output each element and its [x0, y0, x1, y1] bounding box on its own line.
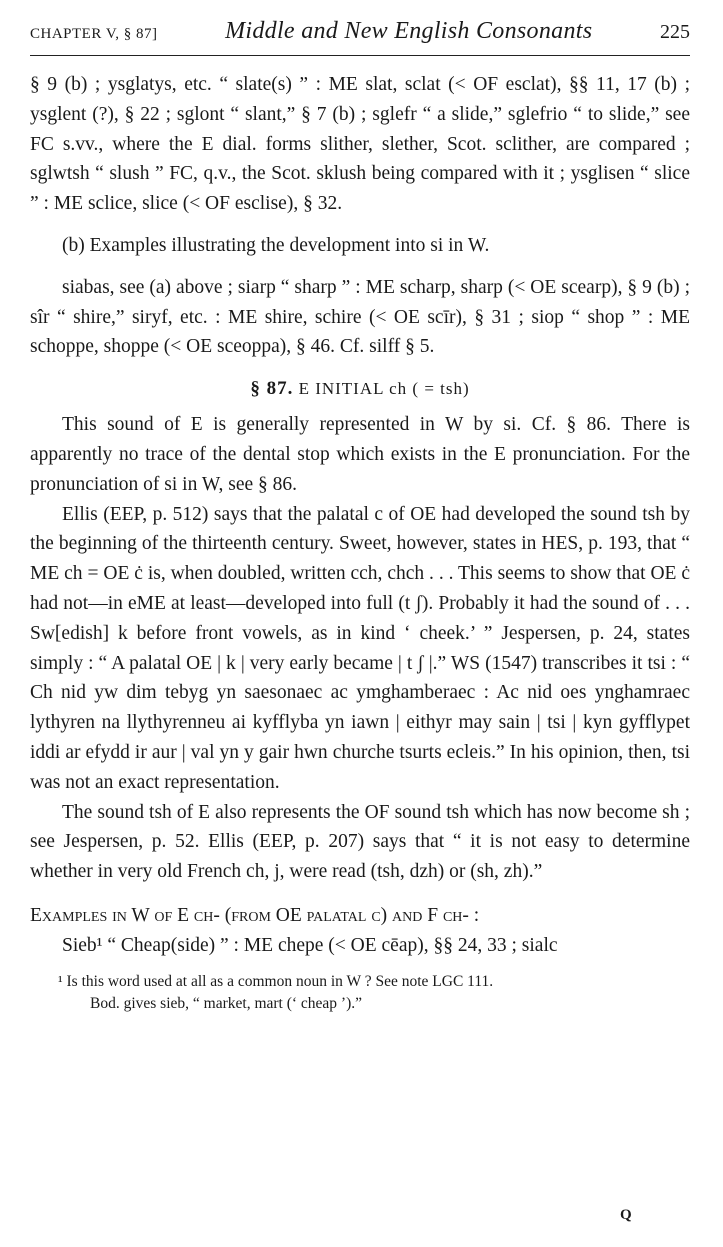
section-title: E INITIAL ch ( = tsh)	[298, 379, 470, 399]
section-heading	[30, 378, 690, 400]
paragraph-intro: This sound of E is generally represented in W by si. Cf. § 86. There is apparently no trace of the dental stop which exists in the E pronunciation. For the pronunciation of si in W, see § 86.	[30, 414, 690, 495]
section-number: § 87.	[250, 378, 294, 400]
footnote-line-1: ¹ Is this word used at all as a common noun in W ? See note LGC 111.	[58, 972, 494, 990]
book-page	[30, 18, 690, 1015]
paragraph-continuation: § 9 (b) ; ysglatys, etc. “ slate(s) ” : ME slat, sclat (< OF esclat), §§ 11, 17 (b) ; ysglent (?), § 22 ; sglont “ slant,” § 7 (b) ; sglefr “ a slide,” sglefrio “ to slide,” see FC s.vv., where the E dial. forms slither, slether, Scot. sclither, are compared ; sglwtsh “ slush ” FC, q.v., the Scot. sklush being compared with it ; ysglisen “ slice ” : ME sclice, slice (< OF esclise), § 32.	[30, 74, 690, 215]
signature-mark: Q	[620, 1207, 632, 1223]
paragraph-of-sound: The sound tsh of E also represents the OF sound tsh which has now become sh ; see Jespersen, p. 52. Ellis (EEP, p. 207) says that “ it is not easy to determine whether in very old French ch, j, were read (tsh, dzh) or (sh, zh).”	[30, 801, 690, 883]
paragraph-subsection-b: (b) Examples illustrating the development into si in W.	[62, 234, 490, 256]
chapter-reference: CHAPTER V, § 87]	[30, 26, 158, 42]
footnote-line-2: Bod. gives sieb, “ market, mart (‘ cheap ’).”	[90, 994, 363, 1012]
page-title: Middle and New English Consonants	[225, 18, 593, 44]
footnote	[30, 971, 690, 1015]
running-header	[30, 18, 690, 56]
paragraph-examples-si: siabas, see (a) above ; siarp “ sharp ” : ME scharp, sharp (< OE scearp), § 9 (b) ; sîr “ shire,” siryf, etc. : ME shire, schire (< OE scīr), § 31 ; siop “ shop ” : ME schoppe, shoppe (< OE sceoppa), § 46. Cf. silff § 5.	[30, 276, 690, 358]
page-number: 225	[660, 21, 690, 43]
examples-heading: Examples in W of E ch- (from OE palatal c) and F ch- :	[30, 904, 480, 926]
paragraph-examples-ch: Sieb¹ “ Cheap(side) ” : ME chepe (< OE cēap), §§ 24, 33 ; sialc	[62, 934, 558, 956]
paragraph-ellis: Ellis (EEP, p. 512) says that the palatal c of OE had developed the sound tsh by the beginning of the thirteenth century. Sweet, however, states in HES, p. 193, that “ ME ch = OE ċ is, when doubled, written cch, chch . . . This seems to show that OE ċ had not—in eME at least—developed into full (t ʃ). Probably it had the sound of . . . Sw[edish] k before front vowels, as in kind ‘ cheek.’ ” Jespersen, p. 24, states simply : “ A palatal OE | k | very early became | t ʃ |.” WS (1547) transcribes it tsi : “ Ch nid yw dim tebyg yn saesonaec ac ymghamberaec : Ac nid oes ynghamraec lythyren na llythyrenneu ai kyfflyba yn iawn | eithyr may sain | tsi | kyn gyfflypet iddi ar efydd ir aur | val yn y gair hwn churche tsurts ecleis.” In his opinion, then, tsi was not an exact representation.	[30, 503, 690, 793]
